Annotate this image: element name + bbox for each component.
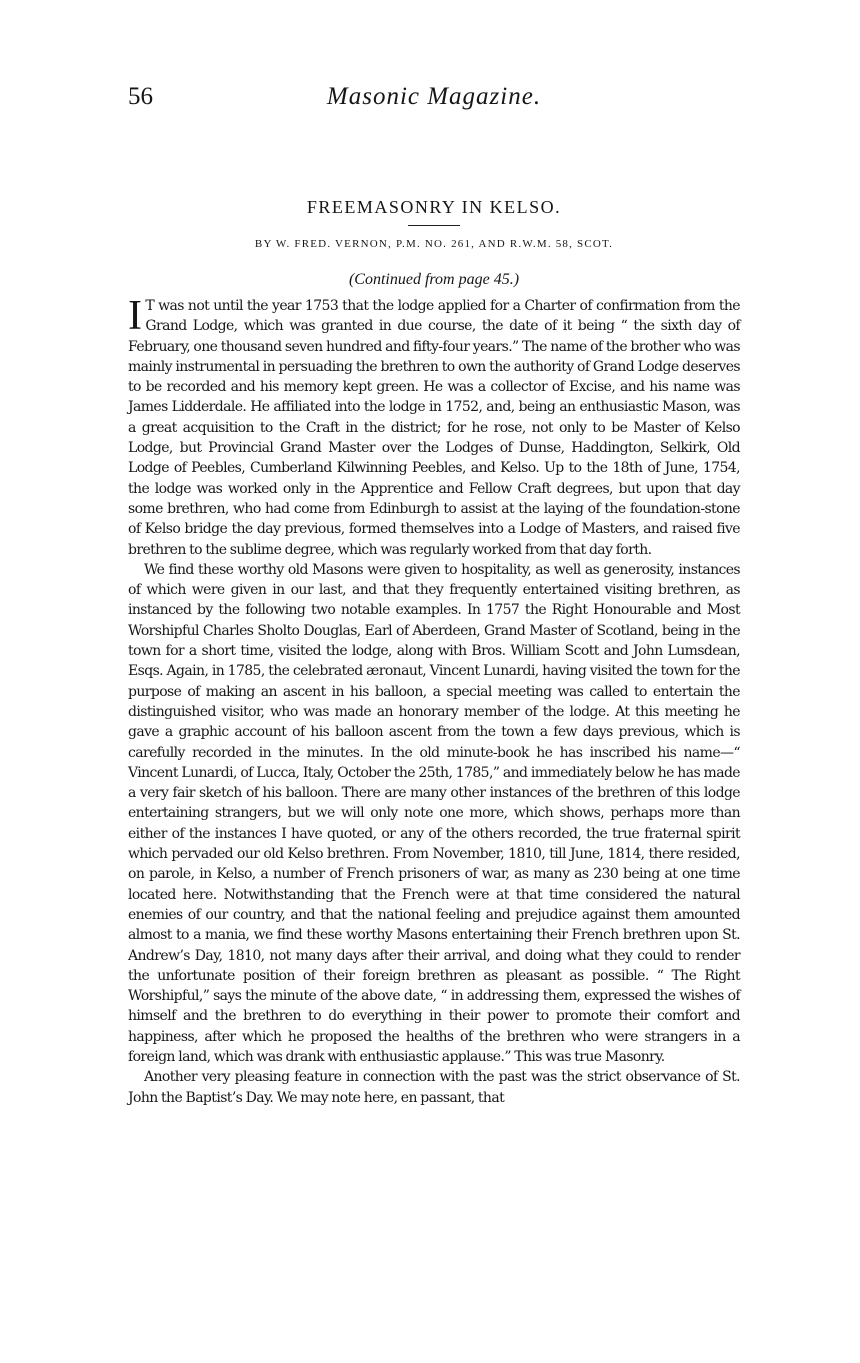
page-number: 56 xyxy=(128,83,153,110)
article-byline: BY W. FRED. VERNON, P.M. NO. 261, AND R.W.M. 58, SCOT. xyxy=(254,238,614,250)
body-paragraph: We find these worthy old Masons were given to hospitality, as well as generosity, instances of which were given in our last, and that they frequently entertained visiting brethren, as instanced by the following two notable examples. In 1757 the Right Honourable and Most Worshipful Charles Sholto Douglas, Earl of Aberdeen, Grand Master of Scotland, being in the town for a short time, visited the lodge, along with Bros. William Scott and John Lumsdean, Esqs. Again, in 1785, the celebrated æronaut, Vincent Lunardi, having visited the town for the purpose of making an ascent in his balloon, a special meeting was called to entertain the distinguished visitor, who was made an honorary member of the lodge. At this meeting he gave a graphic account of his balloon ascent from the town a few days previous, which is carefully recorded in the minutes. In the old minute-book he has inscribed his name—“ Vincent Lunardi, of Lucca, Italy, October the 25th, 1785,” and immediately below he has made a very fair sketch of his balloon. There are many other instances of the brethren of this lodge entertaining strangers, but we will only note one more, which shows, perhaps more than either of the instances I have quoted, or any of the others recorded, the true fraternal spirit which pervaded our old Kelso brethren. From November, 1810, till June, 1814, there resided, on parole, in Kelso, a number of French prisoners of war, as many as 230 being at one time located here. Notwithstanding that the French were at that time considered the natural enemies of our country, and that the national feeling and prejudice against them amounted almost to a mania, we find these worthy Masons entertaining their French brethren upon St. Andrew’s Day, 1810, not many days after their arrival, and doing what they could to render the unfortunate position of their foreign brethren as pleasant as possible. “ The Right Worshipful,” says the minute of the above date, “ in addressing them, expressed the wishes of himself and the brethren to do everything in their power to promote their comfort and happiness, after which he proposed the healths of the brethren who were strangers in a foreign land, which was drank with enthusiastic applause.” This was true Masonry. xyxy=(128,561,740,1065)
article-title: FREEMASONRY IN KELSO. xyxy=(306,197,562,217)
body-paragraph: Another very pleasing feature in connection with the past was the strict observance of St. John the Baptist’s Day. We may note here, en passant, that xyxy=(128,1069,740,1106)
title-rule xyxy=(408,225,460,226)
article-body xyxy=(128,293,740,1108)
body-paragraph xyxy=(128,293,740,560)
paragraph-text: T was not until the year 1753 that the lodge applied for a Charter of confirmation from the Grand Lodge, which was granted in due course, the date of it being “ the sixth day of February, one thousand seven hundred and fifty-four years.” The name of the brother who was mainly instrumental in persuading the brethren to own the authority of Grand Lodge deserves to be recorded and his memory kept green. He was a collector of Excise, and his name was James Lidderdale. He affiliated into the lodge in 1752, and, being an enthusiastic Mason, was a great acquisition to the Craft in the district; for he rose, not only to be Master of Kelso Lodge, but Provincial Grand Master over the Lodges of Dunse, Haddington, Selkirk, Old Lodge of Peebles, Cumberland Kilwinning Peebles, and Kelso. Up to the 18th of June, 1754, the lodge was worked only in the Apprentice and Fellow Craft degrees, but upon that day some brethren, who had come from Edinburgh to assist at the laying of the foundation-stone of Kelso bridge the day previous, formed themselves into a Lodge of Masters, and raised five brethren to the sublime degree, which was regularly worked from that day forth. xyxy=(128,298,740,558)
continued-note: (Continued from page 45.) xyxy=(348,271,520,288)
drop-cap: I xyxy=(128,293,142,339)
journal-title: Masonic Magazine. xyxy=(326,83,542,110)
running-head xyxy=(128,82,740,116)
